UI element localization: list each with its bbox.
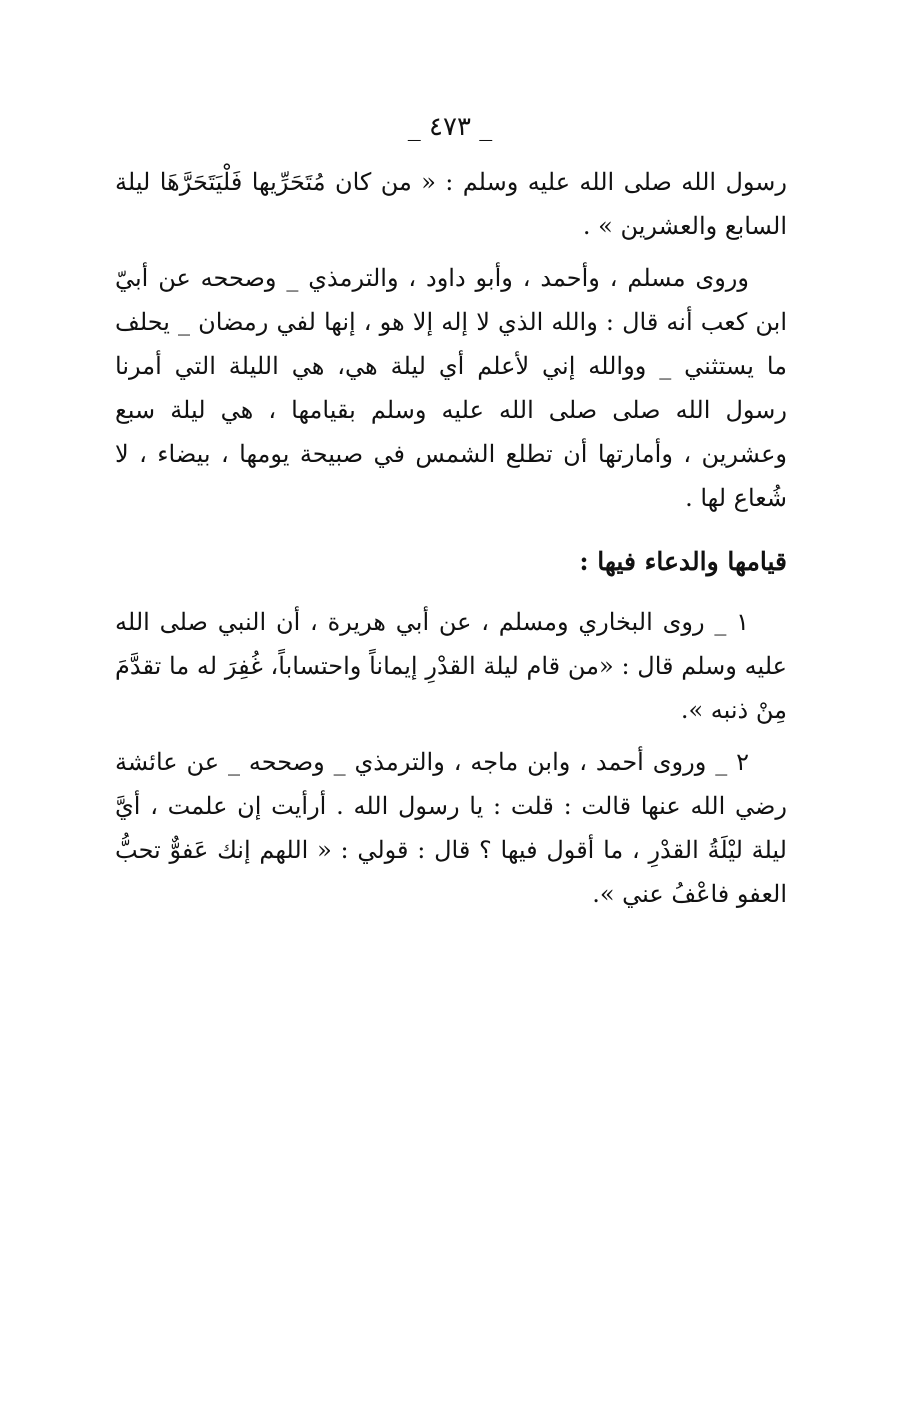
paragraph-hadith-quote: رسول الله صلى الله عليه وسلم : « من كان مُتَحَرِّيها فَلْيَتَحَرَّهَا ليلة السابع والعشرين » . <box>115 168 787 240</box>
page-body <box>115 160 787 924</box>
page-number: _ ٤٧٣ _ <box>407 112 493 142</box>
paragraph-item-2: ٢ _ وروى أحمد ، وابن ماجه ، والترمذي _ وصححه _ عن عائشة رضي الله عنها قالت : قلت : يا رسول الله . أرأيت إن علمت ، أيَّ ليلة ليْلَةُ القدْرِ ، ما أقول فيها ؟ قال : قولي : « اللهم إنك عَفوٌّ تحبُّ العفو فاعْفُ عني ». <box>115 748 787 908</box>
paragraph-ubayy-narration: وروى مسلم ، وأحمد ، وأبو داود ، والترمذي _ وصححه عن أبيّ ابن كعب أنه قال : والله الذي لا إله إلا هو ، إنها لفي رمضان _ يحلف ما يستثني _ ووالله إني لأعلم أي ليلة هي، هي الليلة التي أمرنا رسول الله صلى صلى الله عليه وسلم بقيامها ، هي ليلة سبع وعشرين ، وأمارتها أن تطلع الشمس في صبيحة يومها ، بيضاء ، لا شُعاع لها . <box>115 264 787 512</box>
paragraph-item-1: ١ _ روى البخاري ومسلم ، عن أبي هريرة ، أن النبي صلى الله عليه وسلم قال : «من قام ليلة القدْرِ إيماناً واحتساباً، غُفِرَ له ما تقدَّمَ مِنْ ذنبه ». <box>115 608 787 724</box>
section-heading: قيامها والدعاء فيها : <box>579 547 787 576</box>
